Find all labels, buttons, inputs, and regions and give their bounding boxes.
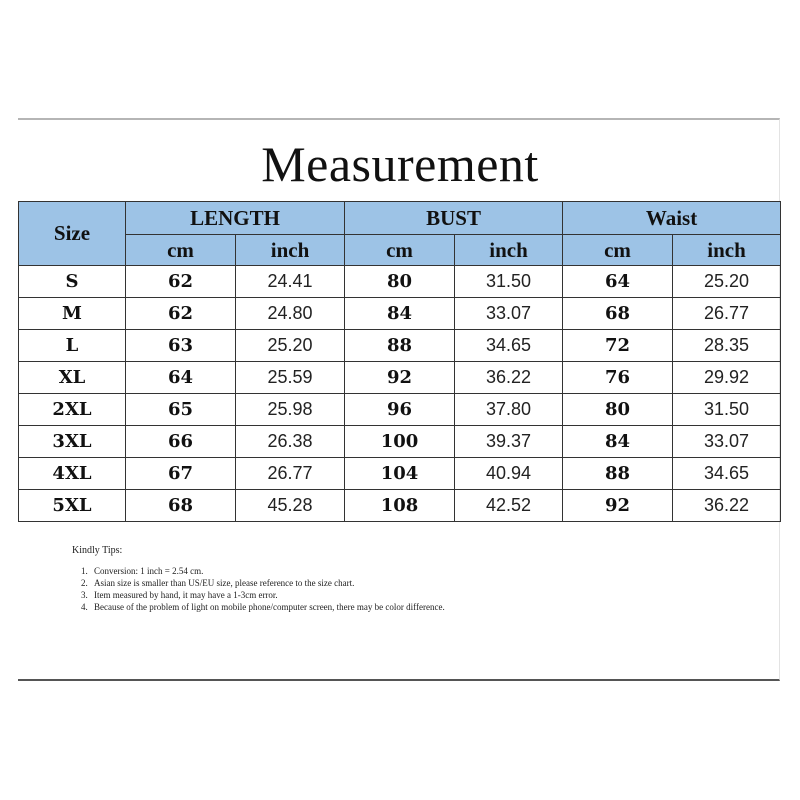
waist-inch-cell: 28.35 bbox=[673, 330, 781, 362]
length-cm-cell: 63 bbox=[126, 330, 236, 362]
waist-cm-cell: 64 bbox=[563, 266, 673, 298]
length-inch-cell: 24.80 bbox=[236, 298, 345, 330]
tips-list bbox=[72, 565, 492, 613]
bust-inch-cell: 40.94 bbox=[455, 458, 563, 490]
waist-inch-cell: 25.20 bbox=[673, 266, 781, 298]
length-inch-cell: 45.28 bbox=[236, 490, 345, 522]
bust-cm-cell: 80 bbox=[345, 266, 455, 298]
bust-cm-cell: 96 bbox=[345, 394, 455, 426]
length-cm-cell: 62 bbox=[126, 266, 236, 298]
bust-cm-cell: 100 bbox=[345, 426, 455, 458]
table-row bbox=[19, 330, 781, 362]
size-cell: XL bbox=[19, 362, 126, 394]
size-column-header: Size bbox=[19, 202, 126, 266]
table-row bbox=[19, 426, 781, 458]
waist-inch-cell: 36.22 bbox=[673, 490, 781, 522]
bust-cm-header: cm bbox=[345, 235, 455, 266]
tip-item: 3. Item measured by hand, it may have a 1-3cm error. bbox=[90, 589, 492, 601]
bust-cm-cell: 92 bbox=[345, 362, 455, 394]
size-cell: L bbox=[19, 330, 126, 362]
size-cell: M bbox=[19, 298, 126, 330]
waist-cm-cell: 80 bbox=[563, 394, 673, 426]
kindly-tips bbox=[72, 545, 492, 613]
length-inch-header: inch bbox=[236, 235, 345, 266]
bust-inch-cell: 31.50 bbox=[455, 266, 563, 298]
waist-cm-cell: 88 bbox=[563, 458, 673, 490]
length-inch-cell: 25.98 bbox=[236, 394, 345, 426]
length-cm-cell: 65 bbox=[126, 394, 236, 426]
bust-inch-cell: 33.07 bbox=[455, 298, 563, 330]
waist-inch-cell: 33.07 bbox=[673, 426, 781, 458]
tip-item: 2. Asian size is smaller than US/EU size, please reference to the size chart. bbox=[90, 577, 492, 589]
waist-cm-cell: 68 bbox=[563, 298, 673, 330]
size-cell: 5XL bbox=[19, 490, 126, 522]
waist-inch-cell: 31.50 bbox=[673, 394, 781, 426]
bust-cm-cell: 84 bbox=[345, 298, 455, 330]
size-cell: 3XL bbox=[19, 426, 126, 458]
length-cm-cell: 68 bbox=[126, 490, 236, 522]
tip-item: 1. Conversion: 1 inch = 2.54 cm. bbox=[90, 565, 492, 577]
length-inch-cell: 26.38 bbox=[236, 426, 345, 458]
table-group-header-row bbox=[19, 202, 781, 235]
size-chart-table bbox=[18, 201, 781, 522]
waist-cm-header: cm bbox=[563, 235, 673, 266]
length-inch-cell: 25.20 bbox=[236, 330, 345, 362]
bust-cm-cell: 88 bbox=[345, 330, 455, 362]
length-cm-cell: 62 bbox=[126, 298, 236, 330]
bust-inch-header: inch bbox=[455, 235, 563, 266]
waist-group-header: Waist bbox=[563, 202, 781, 235]
length-inch-cell: 24.41 bbox=[236, 266, 345, 298]
waist-cm-cell: 92 bbox=[563, 490, 673, 522]
tip-item: 4. Because of the problem of light on mobile phone/computer screen, there may be color difference. bbox=[90, 601, 492, 613]
waist-cm-cell: 72 bbox=[563, 330, 673, 362]
bust-inch-cell: 39.37 bbox=[455, 426, 563, 458]
tips-title: Kindly Tips: bbox=[72, 545, 123, 556]
length-inch-cell: 25.59 bbox=[236, 362, 345, 394]
waist-cm-cell: 84 bbox=[563, 426, 673, 458]
table-unit-header-row bbox=[19, 235, 781, 266]
bust-inch-cell: 42.52 bbox=[455, 490, 563, 522]
table-row bbox=[19, 490, 781, 522]
table-row bbox=[19, 298, 781, 330]
bust-inch-cell: 37.80 bbox=[455, 394, 563, 426]
table-row bbox=[19, 362, 781, 394]
waist-inch-cell: 34.65 bbox=[673, 458, 781, 490]
bust-cm-cell: 104 bbox=[345, 458, 455, 490]
waist-inch-header: inch bbox=[673, 235, 781, 266]
size-chart-body bbox=[19, 266, 781, 522]
table-row bbox=[19, 266, 781, 298]
bust-inch-cell: 34.65 bbox=[455, 330, 563, 362]
bust-inch-cell: 36.22 bbox=[455, 362, 563, 394]
page-title: Measurement bbox=[261, 136, 539, 192]
length-inch-cell: 26.77 bbox=[236, 458, 345, 490]
size-cell: S bbox=[19, 266, 126, 298]
size-cell: 4XL bbox=[19, 458, 126, 490]
size-cell: 2XL bbox=[19, 394, 126, 426]
length-group-header: LENGTH bbox=[126, 202, 345, 235]
table-row bbox=[19, 458, 781, 490]
waist-cm-cell: 76 bbox=[563, 362, 673, 394]
length-cm-cell: 67 bbox=[126, 458, 236, 490]
length-cm-cell: 64 bbox=[126, 362, 236, 394]
length-cm-cell: 66 bbox=[126, 426, 236, 458]
length-cm-header: cm bbox=[126, 235, 236, 266]
table-row bbox=[19, 394, 781, 426]
bust-group-header: BUST bbox=[345, 202, 563, 235]
waist-inch-cell: 26.77 bbox=[673, 298, 781, 330]
bust-cm-cell: 108 bbox=[345, 490, 455, 522]
waist-inch-cell: 29.92 bbox=[673, 362, 781, 394]
